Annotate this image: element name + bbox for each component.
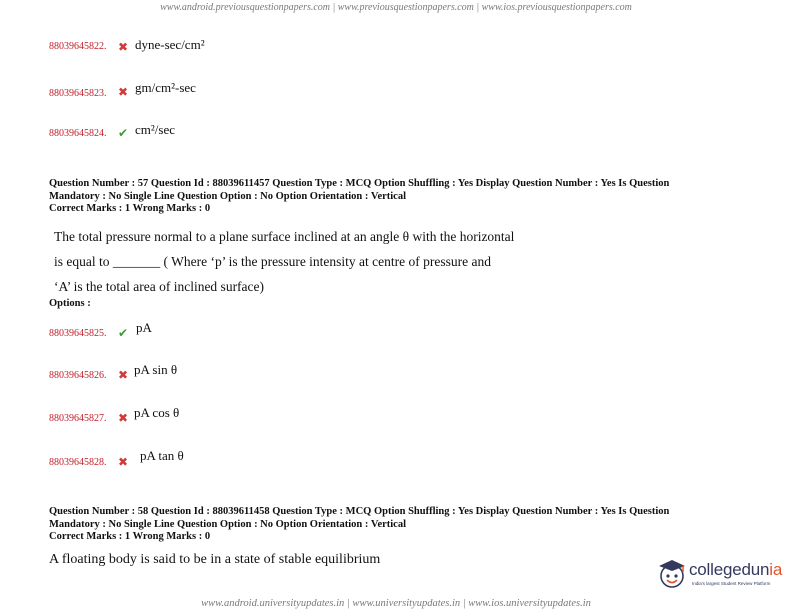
option-id: 88039645822.: [49, 41, 107, 52]
meta-line: Question Number : 57 Question Id : 88039611457 Question Type : MCQ Option Shuffling : Yes Display Question Number : Yes Is Question: [49, 178, 670, 189]
option-id: 88039645823.: [49, 88, 107, 99]
brand-tagline: India's largest Student Review Platform: [692, 581, 771, 586]
cross-icon: ✖: [118, 455, 129, 469]
option-text: pA cos θ: [134, 405, 180, 420]
option-id: 88039645827.: [49, 413, 107, 424]
option-text: pA: [136, 320, 152, 335]
cross-icon: ✖: [118, 368, 129, 382]
question-meta: [49, 178, 749, 216]
option-text: cm²/sec: [135, 122, 175, 137]
graduate-mascot-icon: [656, 557, 688, 589]
cross-icon: ✖: [118, 85, 129, 99]
option-id: 88039645825.: [49, 328, 107, 339]
tick-icon: ✔: [118, 126, 129, 140]
header-watermark: www.android.previousquestionpapers.com | www.previousquestionpapers.com | www.ios.previousquestionpapers.com: [160, 2, 632, 13]
question-text-line: The total pressure normal to a plane surface inclined at an angle θ with the horizontal: [54, 229, 515, 244]
option-id: 88039645828.: [49, 457, 107, 468]
cross-icon: ✖: [118, 411, 129, 425]
option-text: pA tan θ: [140, 448, 184, 463]
options-label: Options :: [49, 298, 91, 309]
option-id: 88039645826.: [49, 370, 107, 381]
brand-suffix: ia: [769, 560, 783, 579]
meta-line: Mandatory : No Single Line Question Option : No Option Orientation : Vertical: [49, 190, 407, 202]
footer-watermark: www.android.universityupdates.in | www.universityupdates.in | www.ios.universityupdates.in: [201, 598, 591, 609]
option-text: pA sin θ: [134, 362, 178, 377]
question-text-line: ‘A’ is the total area of inclined surface): [54, 279, 265, 294]
meta-line: Mandatory : No Single Line Question Option : No Option Orientation : Vertical: [49, 518, 407, 530]
option-id: 88039645824.: [49, 128, 107, 139]
question-text: A floating body is said to be in a state of stable equilibrium: [49, 552, 381, 567]
marks-line: Correct Marks : 1 Wrong Marks : 0: [49, 203, 211, 214]
question-meta: [49, 506, 749, 544]
marks-line: Correct Marks : 1 Wrong Marks : 0: [49, 531, 211, 542]
option-text: dyne-sec/cm²: [135, 37, 205, 52]
meta-line: Question Number : 58 Question Id : 88039611458 Question Type : MCQ Option Shuffling : Yes Display Question Number : Yes Is Question: [49, 506, 670, 517]
tick-icon: ✔: [118, 326, 129, 340]
brand-main: collegedun: [689, 560, 770, 579]
question-text-line: is equal to _______ ( Where ‘p’ is the pressure intensity at centre of pressure and: [54, 254, 491, 269]
cross-icon: ✖: [118, 40, 129, 54]
collegedunia-logo: [656, 557, 786, 593]
option-text: gm/cm²-sec: [135, 80, 196, 95]
brand-name: [689, 560, 782, 580]
